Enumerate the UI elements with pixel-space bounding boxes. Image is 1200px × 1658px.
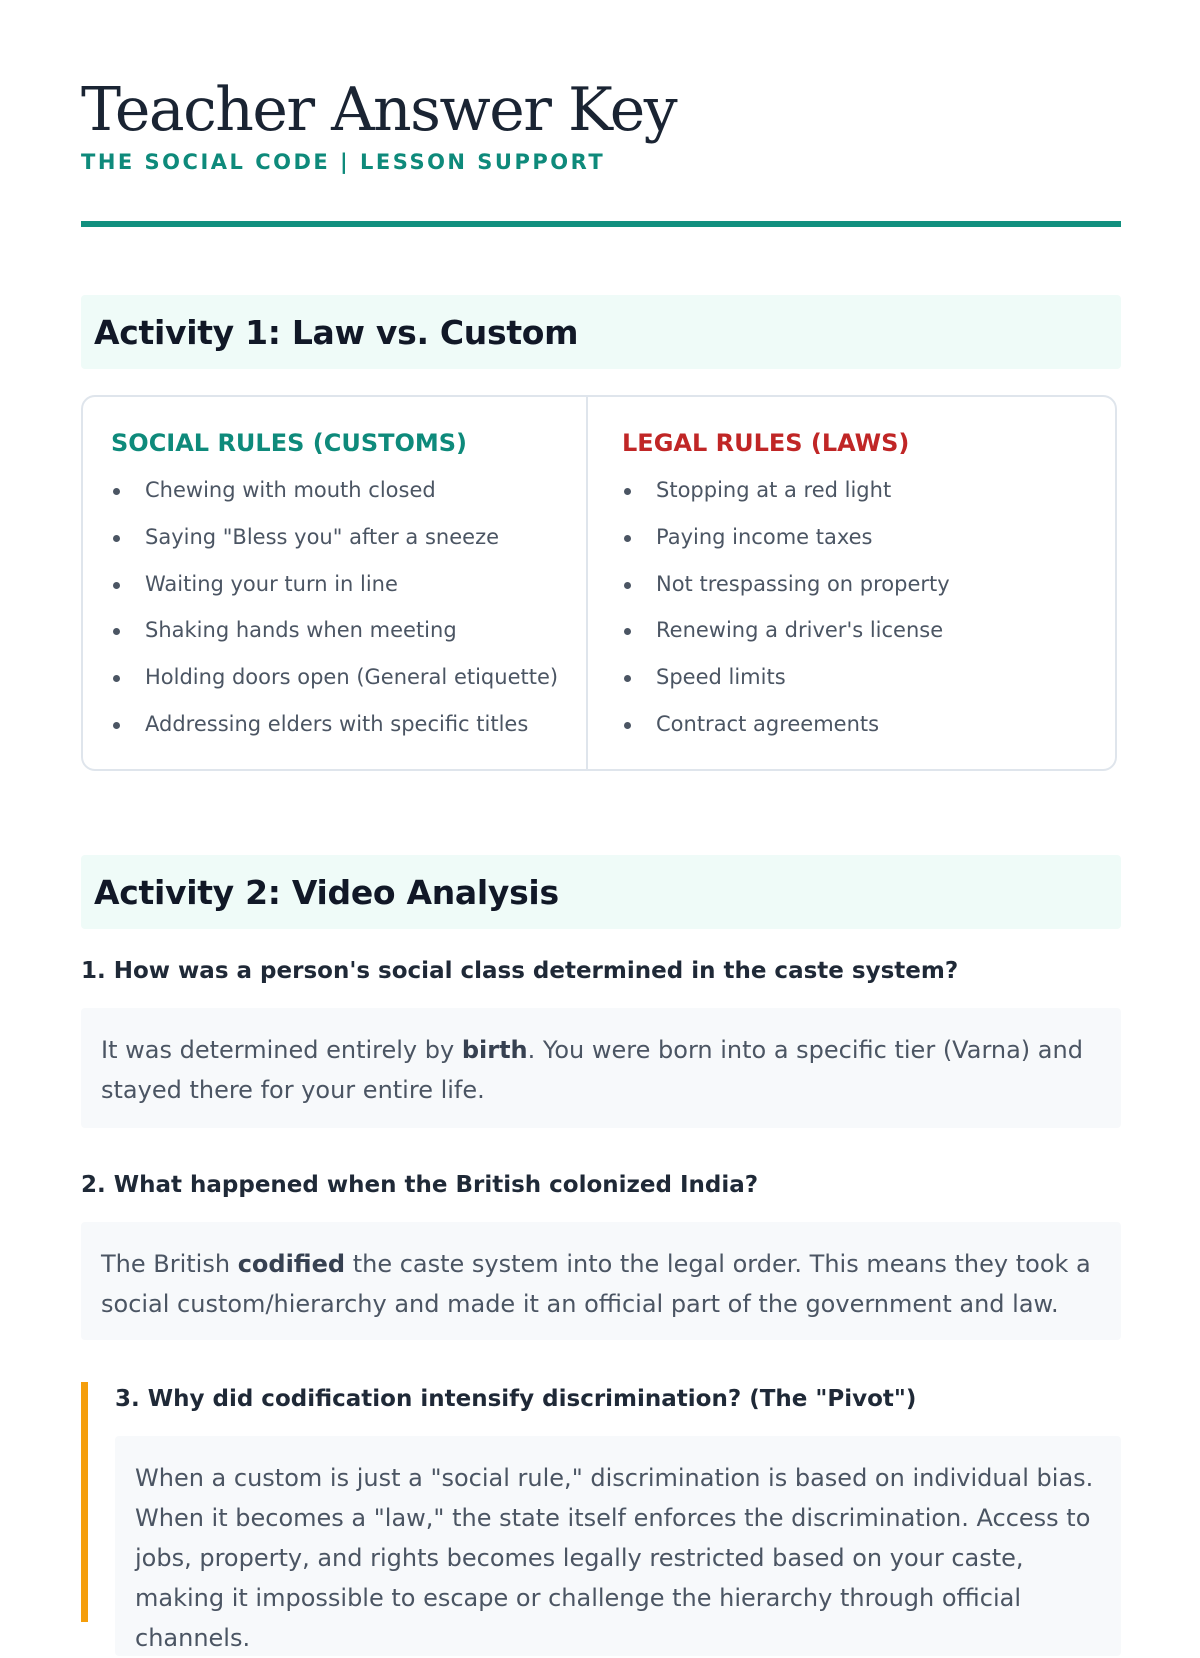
list-item: Saying "Bless you" after a sneeze xyxy=(111,514,558,561)
activity-2-header xyxy=(81,855,1121,929)
list-item: Paying income taxes xyxy=(622,514,950,561)
law-vs-custom-table xyxy=(81,395,1117,771)
list-item: Waiting your turn in line xyxy=(111,561,558,608)
question-2: 2. What happened when the British colonized India? xyxy=(81,1172,759,1198)
legal-rules-heading: LEGAL RULES (LAWS) xyxy=(622,429,910,457)
page-subtitle: THE SOCIAL CODE | LESSON SUPPORT xyxy=(81,150,606,174)
list-item: Contract agreements xyxy=(622,701,950,748)
answer-1-text-start: It was determined entirely by xyxy=(101,1036,462,1064)
answer-2-text-start: The British xyxy=(101,1250,238,1278)
activity-2-title: Activity 2: Video Analysis xyxy=(94,873,559,912)
answer-3: When a custom is just a "social rule," discrimination is based on individual bias. When it becomes a "law," the state itself enforces the discrimination. Access to jobs, property, and rights becomes legally restricted based on your caste, making it impossible to escape or challenge the hierarchy through official channels. xyxy=(115,1436,1121,1656)
answer-2 xyxy=(81,1222,1121,1340)
header-divider xyxy=(81,221,1121,227)
list-item: Chewing with mouth closed xyxy=(111,467,558,514)
question-1: 1. How was a person's social class determined in the caste system? xyxy=(81,958,959,984)
answer-1-text-end: . You were born into a specific tier (Varna) and stayed there for your entire life. xyxy=(101,1036,1083,1104)
activity-1-title: Activity 1: Law vs. Custom xyxy=(94,313,579,352)
question-3: 3. Why did codification intensify discrimination? (The "Pivot") xyxy=(115,1386,917,1412)
list-item: Speed limits xyxy=(622,654,950,701)
answer-2-text-end: the caste system into the legal order. This means they took a social custom/hierarchy and made it an official part of the government and law. xyxy=(101,1250,1091,1318)
answer-2-keyword: codified xyxy=(237,1250,346,1278)
list-item: Not trespassing on property xyxy=(622,561,950,608)
list-item: Shaking hands when meeting xyxy=(111,607,558,654)
answer-1-keyword: birth xyxy=(461,1036,528,1064)
activity-1-header xyxy=(81,295,1121,369)
social-rules-list xyxy=(111,467,558,748)
answer-1 xyxy=(81,1008,1121,1128)
column-divider xyxy=(586,397,588,769)
legal-rules-list xyxy=(622,467,950,748)
list-item: Stopping at a red light xyxy=(622,467,950,514)
list-item: Holding doors open (General etiquette) xyxy=(111,654,558,701)
pivot-accent-bar xyxy=(81,1382,88,1622)
list-item: Renewing a driver's license xyxy=(622,607,950,654)
list-item: Addressing elders with specific titles xyxy=(111,701,558,748)
page-title: Teacher Answer Key xyxy=(81,75,677,145)
social-rules-heading: SOCIAL RULES (CUSTOMS) xyxy=(111,429,468,457)
